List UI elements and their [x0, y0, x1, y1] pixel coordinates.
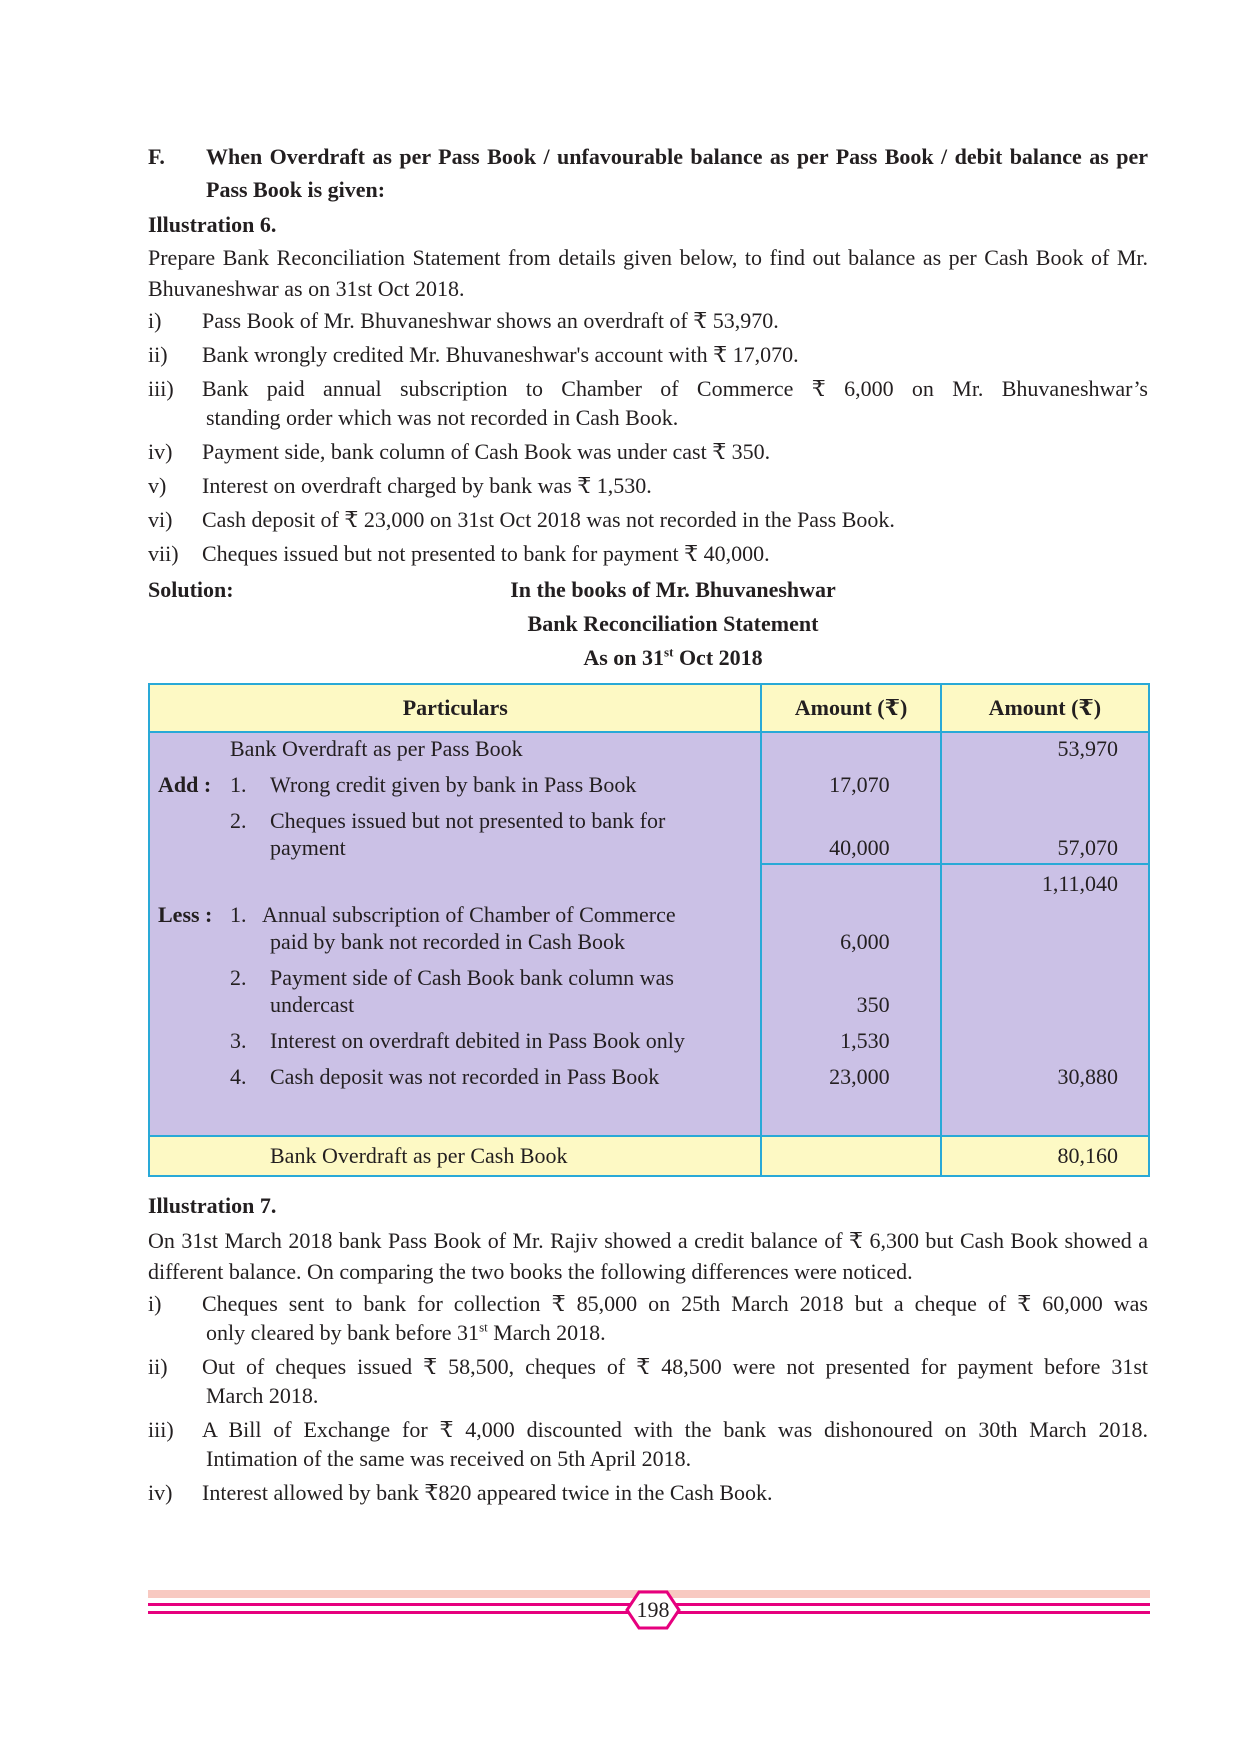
amount-add-total: 57,070 [1057, 835, 1118, 860]
illustration-6-list [148, 306, 1148, 568]
solution-label: Solution: [148, 577, 234, 602]
less-item-3: Interest on overdraft debited in Pass Book only [270, 1028, 685, 1053]
statement-title: Bank Reconciliation Statement [527, 611, 819, 636]
page-footer [148, 1590, 1150, 1626]
amount-less-total: 30,880 [1057, 1064, 1118, 1089]
illustration-6-intro: Prepare Bank Reconciliation Statement from details given below, to find out balance as per Cash Book of Mr. Bhuvaneshwar as on 31st Oct 2018. [148, 245, 1148, 301]
solution-row [148, 573, 1148, 607]
less-item-4: Cash deposit was not recorded in Pass Book [270, 1064, 660, 1089]
page-number: 198 [636, 1597, 670, 1622]
list-item: v) Interest on overdraft charged by bank was ₹ 1,530. [148, 473, 652, 498]
amount-closing: 80,160 [941, 1136, 1149, 1176]
list-item: iii) A Bill of Exchange for ₹ 4,000 discounted with the bank was dishonoured on 30th March 2018. Intimation of the same was received on 5th April 2018. [148, 1417, 1148, 1471]
section-label: F. [148, 144, 165, 169]
list-item: iv) Payment side, bank column of Cash Book was under cast ₹ 350. [148, 439, 771, 464]
amount-add-2: 40,000 [829, 835, 890, 860]
add-item-2: Cheques issued but not presented to bank for [270, 808, 666, 833]
opening-label: Bank Overdraft as per Pass Book [230, 736, 523, 761]
less-item-1: Annual subscription of Chamber of Commerce [262, 902, 676, 927]
table-footer-row [149, 1136, 1149, 1176]
closing-label: Bank Overdraft as per Cash Book [270, 1143, 568, 1168]
list-item: ii) Bank wrongly credited Mr. Bhuvaneshwar's account with ₹ 17,070. [148, 342, 799, 367]
header-particulars: Particulars [149, 684, 761, 732]
list-item: i) Cheques sent to bank for collection ₹ 85,000 on 25th March 2018 but a cheque of ₹ 60,000 was only cleared by bank before 31st March 2018. [148, 1291, 1148, 1345]
add-item-1: Wrong credit given by bank in Pass Book [270, 772, 637, 797]
header-amount-2: Amount (₹) [941, 684, 1149, 732]
list-item: ii) Out of cheques issued ₹ 58,500, cheques of ₹ 48,500 were not presented for payment before 31st March 2018. [148, 1354, 1148, 1408]
section-heading [148, 140, 1148, 206]
illustration-6-heading: Illustration 6. [148, 212, 277, 237]
statement-date: As on 31st Oct 2018 [583, 644, 763, 670]
amount-less-2: 350 [856, 992, 890, 1017]
illustration-7-list [148, 1289, 1148, 1507]
illustration-7-intro: On 31st March 2018 bank Pass Book of Mr. Rajiv showed a credit balance of ₹ 6,300 but Cash Book showed a different balance. On comparing the two books the following differences were noticed. [148, 1228, 1148, 1284]
amount-less-4: 23,000 [829, 1064, 890, 1089]
section-title: When Overdraft as per Pass Book / unfavourable balance as per Pass Book / debit balance as per Pass Book is given: [206, 144, 1148, 202]
amount-opening: 53,970 [1057, 736, 1118, 761]
list-item: iv) Interest allowed by bank ₹820 appeared twice in the Cash Book. [148, 1480, 773, 1505]
amount-less-1: 6,000 [840, 929, 890, 954]
less-label: Less : [158, 902, 213, 927]
list-item: i) Pass Book of Mr. Bhuvaneshwar shows an overdraft of ₹ 53,970. [148, 308, 779, 333]
reconciliation-table [148, 683, 1150, 1177]
list-item: vi) Cash deposit of ₹ 23,000 on 31st Oct 2018 was not recorded in the Pass Book. [148, 507, 895, 532]
books-heading: In the books of Mr. Bhuvaneshwar [510, 577, 836, 602]
page-content [148, 140, 1148, 1512]
amount-subtotal: 1,11,040 [1041, 871, 1118, 896]
table-header-row [149, 684, 1149, 732]
amount-add-1: 17,070 [829, 772, 890, 797]
add-label: Add : [158, 772, 212, 797]
illustration-7-heading: Illustration 7. [148, 1193, 277, 1218]
list-item: vii) Cheques issued but not presented to bank for payment ₹ 40,000. [148, 541, 770, 566]
table-body-row: Bank Overdraft as per Pass Book Add : 1. Wrong credit given by bank in Pass Book 2. Cheques issued but not presented to bank for payment Less : 1. Annual subscription of Chamber of Commerce paid by bank not recorded in Cash Book 2. Payment side of Cash Book bank column was undercast 3. Interest on overdraft debited in Pass Book only 4. Cash deposit was not recorded in Pass Book 17,070 40,000 6,000 350 1,530 23,000 53,970 57,070 1,11,040 30,880 [149, 732, 1149, 1136]
less-item-2: Payment side of Cash Book bank column was [270, 965, 674, 990]
list-item: iii) Bank paid annual subscription to Chamber of Commerce ₹ 6,000 on Mr. Bhuvaneshwar’s standing order which was not recorded in Cash Book. [148, 376, 1148, 430]
header-amount-1: Amount (₹) [761, 684, 940, 732]
amount-less-3: 1,530 [840, 1028, 890, 1053]
